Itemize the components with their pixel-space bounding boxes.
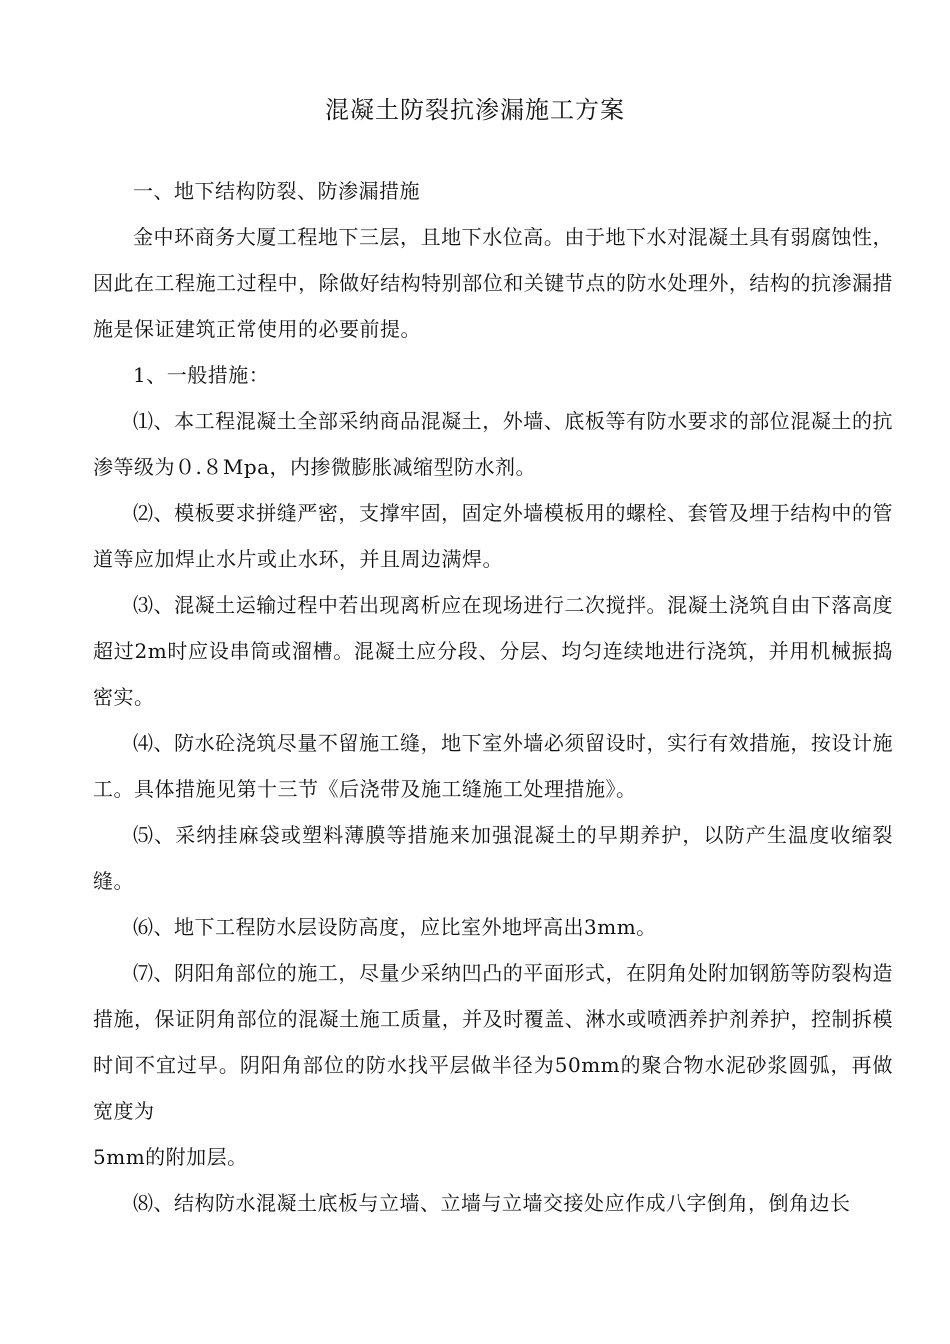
paragraph-item-4: ⑷、防水砼浇筑尽量不留施工缝，地下室外墙必须留设时，实行有效措施，按设计施工。具体措施见第十三节《后浇带及施工缝施工处理措施》。: [93, 731, 893, 801]
paragraph-item-6: ⑹、地下工程防水层设防高度，应比室外地坪高出3mm。: [133, 915, 657, 939]
paragraph-item-7: ⑺、阴阳角部位的施工，尽量少采纳凹凸的平面形式，在阴角处附加钢筋等防裂构造措施，保证阴角部位的混凝土施工质量，并及时覆盖、淋水或喷洒养护剂养护，控制拆模时间不宜过早。阴阳角部位的防水找平层做半径为50mm的聚合物水泥砂浆圆弧，再做宽度为: [93, 961, 893, 1123]
paragraph-item-5: ⑸、采纳挂麻袋或塑料薄膜等措施来加强混凝土的早期养护，以防产生温度收缩裂缝。: [93, 823, 893, 893]
paragraph-item-1: ⑴、本工程混凝土全部采纳商品混凝土，外墙、底板等有防水要求的部位混凝土的抗渗等级为０.８Mpa，内掺微膨胀减缩型防水剂。: [93, 409, 893, 479]
paragraph-item-8: ⑻、结构防水混凝土底板与立墙、立墙与立墙交接处应作成八字倒角，倒角边长: [133, 1191, 851, 1215]
paragraph-intro: 金中环商务大厦工程地下三层，且地下水位高。由于地下水对混凝土具有弱腐蚀性，因此在工程施工过程中，除做好结构特别部位和关键节点的防水处理外，结构的抗渗漏措施是保证建筑正常使用的必要前提。: [93, 225, 893, 341]
paragraph-item-7-continued: 5mm的附加层。: [93, 1145, 248, 1169]
subsection-heading: 1、一般措施：: [133, 363, 270, 387]
section-heading: 一、地下结构防裂、防渗漏措施: [133, 179, 420, 203]
document-body: [93, 168, 893, 1226]
paragraph-item-3: ⑶、混凝土运输过程中若出现离析应在现场进行二次搅拌。混凝土浇筑自由下落高度超过2m时应设串筒或溜槽。混凝土应分段、分层、均匀连续地进行浇筑，并用机械振捣密实。: [93, 593, 893, 709]
page-title: 混凝土防裂抗渗漏施工方案: [325, 96, 625, 124]
paragraph-item-2: ⑵、模板要求拼缝严密，支撑牢固，固定外墙模板用的螺栓、套管及埋于结构中的管道等应加焊止水片或止水环，并且周边满焊。: [93, 501, 893, 571]
